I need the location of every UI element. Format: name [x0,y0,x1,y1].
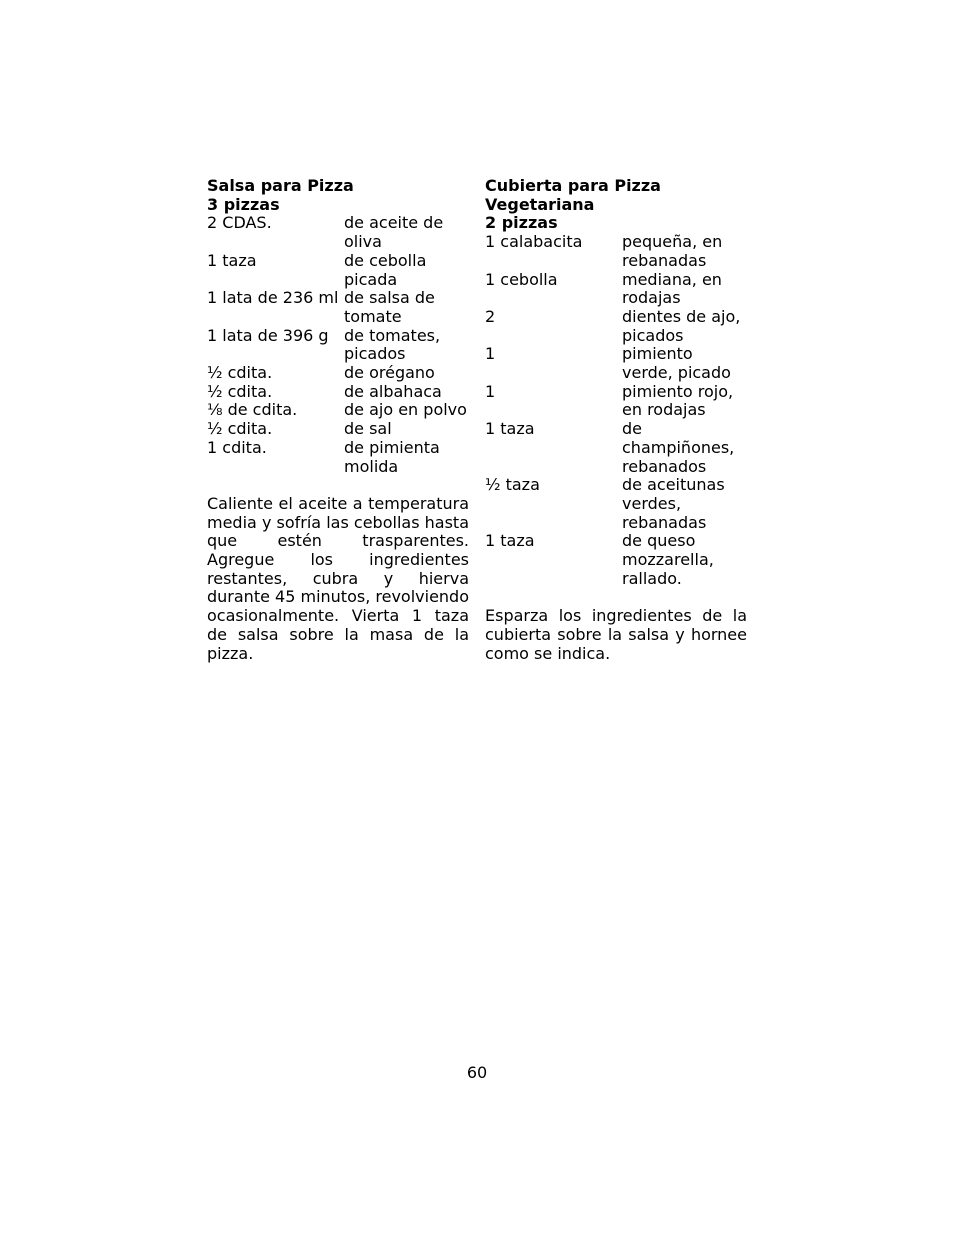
ingredient-qty: 1 lata de 236 ml [207,288,339,308]
recipe-yield: 2 pizzas [485,213,558,233]
ingredient-qty: ⅛ de cdita. [207,400,298,420]
ingredient-item: de sal [344,419,392,439]
ingredient-row [207,364,469,383]
ingredient-item: de pimienta molida [344,437,440,476]
ingredient-row [485,308,747,345]
ingredient-item: pimiento verde, picado [622,344,731,383]
ingredient-row [485,476,747,532]
ingredient-row [207,420,469,439]
ingredient-item: de aceite de oliva [344,213,444,252]
ingredient-qty: 1 taza [207,250,257,270]
ingredient-qty: 1 [485,381,496,401]
recipe-instructions: Esparza los ingredientes de la cubierta sobre la salsa y hornee como se indica. [485,606,747,663]
ingredient-qty: ½ cdita. [207,381,273,401]
ingredient-row [207,252,469,289]
ingredient-qty: 1 cdita. [207,437,267,457]
page-number: 60 [466,1063,488,1082]
ingredient-item: de cebolla picada [344,250,427,289]
ingredient-row [207,439,469,476]
ingredient-item: mediana, en rodajas [622,269,722,308]
recipe-instructions: Caliente el aceite a temperatura media y sofría las cebollas hasta que estén trasparentes. Agregue los ingredientes restantes, cubra y hierva durante 45 minutos, revolviendo ocasionalmente. Vierta 1 taza de salsa sobre la masa de la pizza. [207,493,469,663]
recipe-title: Cubierta para Pizza Vegetariana [485,176,661,214]
ingredient-qty: ½ taza [485,475,540,495]
recipe-cubierta-vegetariana [485,177,747,663]
ingredient-item: de ajo en polvo [344,400,467,420]
recipe-title: Salsa para Pizza [207,176,354,195]
ingredients-table [207,214,469,476]
ingredient-row [485,345,747,382]
ingredient-qty: ½ cdita. [207,363,273,383]
ingredient-item: de champiñones, rebanados [622,419,735,476]
ingredient-row [207,214,469,251]
ingredients-table [485,233,747,588]
ingredient-item: pequeña, en rebanadas [622,232,723,270]
ingredient-item: de queso mozzarella, rallado. [622,531,714,588]
ingredient-qty: 1 taza [485,531,535,551]
ingredient-item: de albahaca [344,381,442,401]
ingredient-qty: 2 [485,306,496,326]
recipe-salsa-para-pizza [207,177,469,663]
recipe-yield: 3 pizzas [207,194,280,214]
ingredient-qty: ½ cdita. [207,419,273,439]
ingredient-row [485,420,747,476]
ingredient-item: dientes de ajo, picados [622,306,741,345]
ingredient-row [207,327,469,364]
ingredient-row [485,233,747,270]
ingredient-item: de tomates, picados [344,325,441,364]
ingredient-qty: 1 [485,344,496,364]
ingredient-qty: 2 CDAS. [207,213,272,233]
ingredient-item: de aceitunas verdes, rebanadas [622,475,725,532]
ingredient-qty: 1 taza [485,419,535,439]
ingredient-row [207,383,469,402]
ingredient-row [485,383,747,420]
ingredient-item: pimiento rojo, en rodajas [622,381,734,420]
ingredient-item: de orégano [344,363,435,383]
ingredient-row [207,401,469,420]
ingredient-qty: 1 lata de 396 g [207,325,329,345]
ingredient-qty: 1 calabacita [485,232,583,252]
ingredient-qty: 1 cebolla [485,269,558,289]
ingredient-row [485,532,747,588]
ingredient-row [485,271,747,308]
ingredient-row [207,289,469,326]
ingredient-item: de salsa de tomate [344,288,435,326]
